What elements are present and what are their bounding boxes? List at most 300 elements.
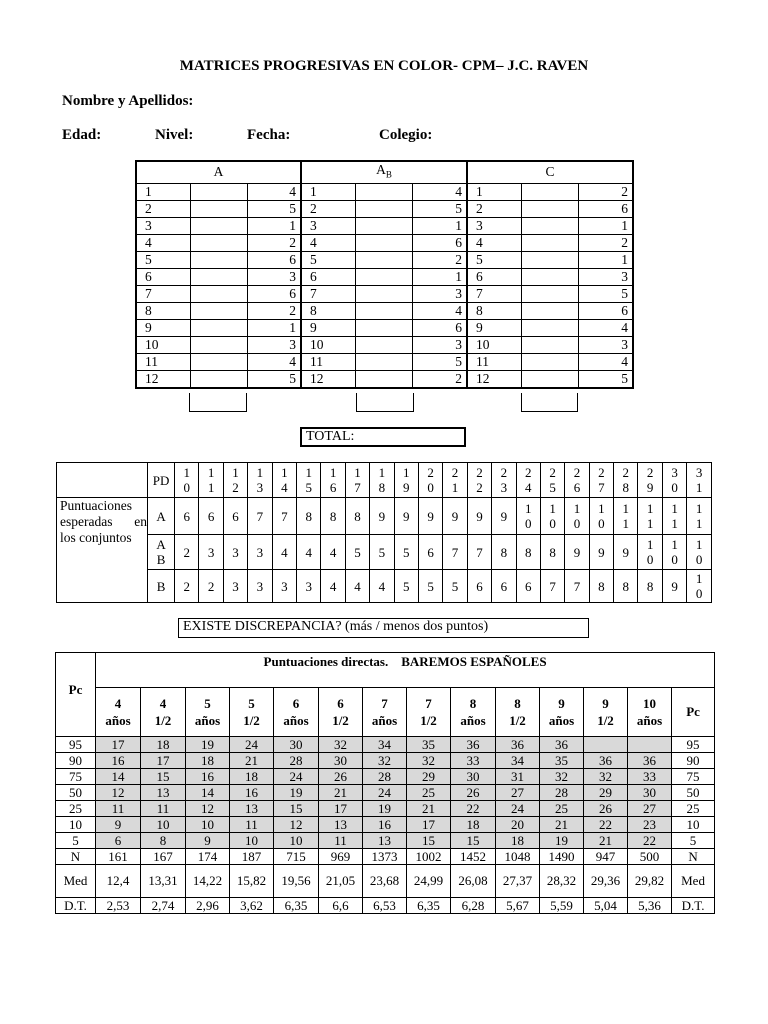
baremo-value: 23,68: [363, 865, 407, 898]
page-title: MATRICES PROGRESIVAS EN COLOR- CPM– J.C. RAVEN: [179, 58, 589, 74]
answer-input-cell[interactable]: [190, 183, 247, 200]
expected-value: [492, 570, 516, 603]
answer-input-cell[interactable]: [521, 370, 578, 388]
expected-value: [223, 570, 247, 603]
cell-text: 8: [622, 578, 630, 594]
total-box[interactable]: TOTAL:: [300, 427, 466, 447]
item-number: 12: [136, 370, 190, 388]
answer-input-cell[interactable]: [190, 234, 247, 251]
baremo-value: 9: [186, 833, 230, 849]
cell-text: 2: [549, 465, 556, 480]
cell-text: 0: [671, 552, 678, 567]
baremo-value: 5,59: [540, 898, 584, 914]
expected-value: [443, 570, 467, 603]
baremo-value: 30: [628, 785, 672, 801]
baremo-value: 715: [274, 849, 319, 865]
answer-input-cell[interactable]: [521, 200, 578, 217]
answer-input-cell[interactable]: [521, 302, 578, 319]
correct-answer: 1: [412, 217, 467, 234]
cell-text: 3: [256, 578, 264, 594]
correct-answer: 5: [247, 370, 301, 388]
cell-text: 9: [451, 508, 459, 524]
cell-text: 1: [183, 465, 190, 480]
correct-answer: 3: [247, 268, 301, 285]
baremos-header-row: [56, 653, 715, 688]
baremo-value: 30: [451, 769, 496, 785]
expected-value: [321, 535, 345, 570]
cell-text: 6: [232, 508, 239, 524]
pd-value: [467, 463, 491, 498]
answer-key-row: [136, 268, 633, 285]
expected-value: [565, 570, 589, 603]
expected-value: [297, 535, 321, 570]
baremo-value: 30: [274, 737, 319, 753]
pc-value-right: 75: [672, 769, 715, 785]
answer-input-cell[interactable]: [190, 268, 247, 285]
baremo-value: 6,35: [274, 898, 319, 914]
cell-text: 2: [232, 480, 239, 495]
item-number: 6: [301, 268, 355, 285]
baremos-row: [56, 817, 715, 833]
baremo-value: 18: [141, 737, 186, 753]
cell-text: 5: [403, 578, 410, 594]
baremo-value: 28: [274, 753, 319, 769]
expected-value: [370, 535, 394, 570]
cell-text: 7: [476, 544, 483, 560]
cell-text: 0: [695, 586, 703, 601]
baremo-value: 18: [496, 833, 540, 849]
age-header: [274, 688, 319, 737]
baremo-value: 1002: [407, 849, 451, 865]
cell-text: 9: [598, 544, 605, 560]
cell-text: 5: [204, 696, 211, 711]
expected-value: [589, 498, 613, 535]
expected-value: [370, 498, 394, 535]
item-number: 1: [136, 183, 190, 200]
cell-text: 7: [549, 578, 556, 594]
cell-text: 3: [305, 578, 312, 594]
answer-key-table: [135, 160, 634, 389]
baremo-value: 500: [628, 849, 672, 865]
baremo-value: 12: [186, 801, 230, 817]
baremo-value: 21: [584, 833, 628, 849]
item-number: 3: [467, 217, 521, 234]
correct-answer: 6: [578, 200, 633, 217]
pd-value: [565, 463, 589, 498]
answer-input-cell[interactable]: [521, 285, 578, 302]
answer-key-row: [136, 302, 633, 319]
cell-text: 7: [256, 508, 264, 524]
baremo-value: 10: [186, 817, 230, 833]
cell-text: 5: [354, 544, 361, 560]
cell-text: años: [283, 713, 309, 728]
cell-text: 8: [378, 480, 386, 495]
baremo-value: 21: [407, 801, 451, 817]
answer-input-cell[interactable]: [190, 353, 247, 370]
cell-text: 1: [671, 516, 678, 531]
expected-value: [223, 498, 247, 535]
answer-input-cell[interactable]: [521, 268, 578, 285]
baremo-value: 13: [363, 833, 407, 849]
item-number: 12: [301, 370, 355, 388]
baremos-row: [56, 801, 715, 817]
baremo-value: 18: [451, 817, 496, 833]
answer-input-cell[interactable]: [355, 217, 412, 234]
cell-text: 9: [646, 480, 654, 495]
cell-text: 2: [646, 465, 654, 480]
cell-text: 2: [500, 465, 508, 480]
cell-text: años: [636, 713, 663, 728]
expected-value: [443, 535, 467, 570]
item-number: 2: [301, 200, 355, 217]
expected-value: [272, 570, 296, 603]
correct-answer: 2: [412, 251, 467, 268]
baremo-value: 34: [363, 737, 407, 753]
expected-value: [662, 570, 686, 603]
baremo-value: 5,67: [496, 898, 540, 914]
baremo-value: 17: [319, 801, 363, 817]
answer-input-cell[interactable]: [355, 234, 412, 251]
expected-value: [418, 498, 442, 535]
cell-text: 5: [427, 578, 434, 594]
cell-text: 5: [549, 480, 556, 495]
expected-value: [297, 570, 321, 603]
answer-input-cell[interactable]: [355, 353, 412, 370]
cell-text: 5: [305, 480, 312, 495]
sum-box-a[interactable]: [189, 393, 247, 412]
expected-value: [687, 535, 712, 570]
expected-value: [687, 498, 712, 535]
baremo-value: 3,62: [230, 898, 274, 914]
answer-key-row: [136, 370, 633, 388]
fecha-label: Fecha:: [247, 127, 291, 143]
item-number: 3: [301, 217, 355, 234]
baremo-value: 36: [540, 737, 584, 753]
cell-text: 2: [476, 480, 483, 495]
baremo-value: 1490: [540, 849, 584, 865]
cell-text: 4: [281, 480, 288, 495]
baremos-row: [56, 737, 715, 753]
baremo-value: 5,36: [628, 898, 672, 914]
correct-answer: 3: [578, 268, 633, 285]
set-a-header: A: [136, 161, 301, 183]
baremo-value: 14,22: [186, 865, 230, 898]
cell-text: 3: [256, 480, 264, 495]
age-header: [141, 688, 186, 737]
answer-input-cell[interactable]: [190, 336, 247, 353]
baremo-value: 32: [319, 737, 363, 753]
cell-text: 3: [500, 480, 508, 495]
baremo-value: 32: [540, 769, 584, 785]
expected-value: [418, 570, 442, 603]
baremo-value: 10: [274, 833, 319, 849]
expected-value: [467, 535, 491, 570]
baremo-value: 31: [496, 769, 540, 785]
expected-value: [248, 498, 272, 535]
cell-text: 0: [427, 480, 434, 495]
baremo-value: 27,37: [496, 865, 540, 898]
cell-text: 4: [378, 578, 386, 594]
expected-value: [565, 498, 589, 535]
cell-text: 9: [427, 508, 434, 524]
pd-value: [248, 463, 272, 498]
pd-value: [492, 463, 516, 498]
baremo-value: 1373: [363, 849, 407, 865]
answer-input-cell[interactable]: [521, 319, 578, 336]
cell-text: 1: [622, 501, 630, 516]
cell-text: 6: [337, 696, 344, 711]
set-ab-header: $A_B$: [301, 161, 467, 183]
cell-text: 1: [598, 501, 605, 516]
answer-input-cell[interactable]: [190, 200, 247, 217]
expected-value: [199, 498, 223, 535]
cell-text: 2: [598, 465, 605, 480]
baremo-value: 15: [451, 833, 496, 849]
answer-input-cell[interactable]: [521, 251, 578, 268]
answer-input-cell[interactable]: [190, 251, 247, 268]
cell-text: 2: [622, 465, 630, 480]
pd-label: PD: [148, 463, 175, 498]
baremo-value: 12: [274, 817, 319, 833]
baremo-value: 26: [319, 769, 363, 785]
answer-input-cell[interactable]: [190, 285, 247, 302]
answer-input-cell[interactable]: [521, 183, 578, 200]
cell-text: 6: [573, 480, 581, 495]
answer-key-row: [136, 285, 633, 302]
baremo-value: 187: [230, 849, 274, 865]
cell-text: 1: [256, 465, 264, 480]
discrepancy-box[interactable]: EXISTE DISCREPANCIA? (más / menos dos puntos): [178, 618, 589, 638]
expected-value: [638, 570, 662, 603]
baremo-value: 17: [407, 817, 451, 833]
cell-text: 3: [695, 465, 703, 480]
baremos-row: [56, 785, 715, 801]
cell-text: 6: [500, 578, 508, 594]
answer-input-cell[interactable]: [190, 217, 247, 234]
cell-text: 0: [183, 480, 190, 495]
sum-box-c[interactable]: [521, 393, 578, 412]
answer-input-cell[interactable]: [521, 217, 578, 234]
answer-input-cell[interactable]: [355, 183, 412, 200]
cell-text: 8: [354, 508, 361, 524]
age-header: [584, 688, 628, 737]
age-header: [96, 688, 141, 737]
baremo-value: 12,4: [96, 865, 141, 898]
age-header: [363, 688, 407, 737]
cell-text: 5: [451, 578, 459, 594]
cell-text: 1: [354, 465, 361, 480]
cell-text: 1: [695, 480, 703, 495]
baremo-value: 32: [407, 753, 451, 769]
cell-text: 4: [329, 578, 337, 594]
cell-text: 7: [281, 508, 288, 524]
baremo-value: 11: [96, 801, 141, 817]
cell-text: 7: [598, 480, 605, 495]
expected-value: [565, 535, 589, 570]
baremo-value: 161: [96, 849, 141, 865]
item-number: 5: [136, 251, 190, 268]
cell-text: 4: [524, 480, 532, 495]
pc-header-right: Pc: [672, 688, 715, 737]
answer-input-cell[interactable]: [355, 370, 412, 388]
age-header: [540, 688, 584, 737]
item-number: 10: [301, 336, 355, 353]
set-c-header: C: [467, 161, 633, 183]
answer-input-cell[interactable]: [521, 353, 578, 370]
cell-text: 9: [622, 544, 630, 560]
expected-value: [345, 498, 369, 535]
age-header: [496, 688, 540, 737]
baremo-value: 6,6: [319, 898, 363, 914]
pd-value: [614, 463, 638, 498]
baremo-value: 11: [141, 801, 186, 817]
cell-text: 7: [354, 480, 361, 495]
cell-text: 3: [207, 544, 215, 560]
expected-value: [614, 535, 638, 570]
cell-text: 6: [183, 508, 190, 524]
baremos-title: Puntuaciones directas. BAREMOS ESPAÑOLES: [96, 653, 715, 688]
answer-key-row: [136, 200, 633, 217]
cell-text: 8: [305, 508, 312, 524]
pc-value: 95: [56, 737, 96, 753]
correct-answer: 5: [578, 285, 633, 302]
cell-text: A: [156, 508, 166, 524]
answer-input-cell[interactable]: [355, 319, 412, 336]
baremo-value: 15: [274, 801, 319, 817]
item-number: 1: [467, 183, 521, 200]
item-number: 7: [467, 285, 521, 302]
baremo-value: 28,32: [540, 865, 584, 898]
item-number: 11: [467, 353, 521, 370]
answer-key-row: [136, 234, 633, 251]
answer-input-cell[interactable]: [355, 285, 412, 302]
pc-value: 5: [56, 833, 96, 849]
answer-input-cell[interactable]: [355, 336, 412, 353]
item-number: 2: [136, 200, 190, 217]
baremo-value: 1452: [451, 849, 496, 865]
expected-value: [443, 498, 467, 535]
baremo-value: 5,04: [584, 898, 628, 914]
pc-value: 25: [56, 801, 96, 817]
pc-header: Pc: [56, 653, 96, 737]
baremo-value: 21: [319, 785, 363, 801]
cell-text: 1: [646, 501, 654, 516]
baremo-value: 29,82: [628, 865, 672, 898]
answer-input-cell[interactable]: [190, 319, 247, 336]
correct-answer: 4: [578, 353, 633, 370]
cell-text: años: [371, 713, 398, 728]
cell-text: 10: [643, 696, 656, 711]
baremo-value: 14: [96, 769, 141, 785]
item-number: 7: [136, 285, 190, 302]
cell-text: 0: [549, 516, 556, 531]
pd-value: [540, 463, 564, 498]
answer-input-cell[interactable]: [355, 268, 412, 285]
expected-value: [272, 535, 296, 570]
baremo-value: 30: [319, 753, 363, 769]
pd-value: [394, 463, 418, 498]
cell-text: 3: [671, 465, 678, 480]
cell-text: 3: [232, 578, 239, 594]
cell-text: 1/2: [509, 713, 526, 728]
answer-input-cell[interactable]: [521, 336, 578, 353]
cell-text: B: [156, 552, 166, 567]
item-number: 4: [136, 234, 190, 251]
baremo-value: 35: [407, 737, 451, 753]
cell-text: 5: [378, 544, 386, 560]
cell-text: 8: [469, 696, 477, 711]
correct-answer: 4: [247, 183, 301, 200]
correct-answer: 5: [247, 200, 301, 217]
baremo-value: 21: [230, 753, 274, 769]
baremo-value: 2,53: [96, 898, 141, 914]
baremo-value: 35: [540, 753, 584, 769]
cell-text: 4: [305, 544, 312, 560]
cell-text: 7: [381, 696, 388, 711]
cell-text: 4: [159, 696, 167, 711]
cell-text: 7: [425, 696, 432, 711]
cell-text: 0: [671, 480, 678, 495]
cell-text: 2: [573, 465, 581, 480]
sum-box-ab[interactable]: [356, 393, 414, 412]
cell-text: 1: [671, 501, 678, 516]
cell-text: 9: [476, 508, 483, 524]
cell-text: 8: [329, 508, 337, 524]
baremo-value: 29: [407, 769, 451, 785]
baremo-value: 10: [230, 833, 274, 849]
answer-input-cell[interactable]: [521, 234, 578, 251]
baremos-row: [56, 753, 715, 769]
expected-value: [540, 498, 564, 535]
answer-input-cell[interactable]: [355, 251, 412, 268]
answer-input-cell[interactable]: [355, 200, 412, 217]
answer-input-cell[interactable]: [190, 302, 247, 319]
cell-text: 9: [500, 508, 508, 524]
cell-text: 1: [281, 465, 288, 480]
baremo-value: 27: [628, 801, 672, 817]
baremo-value: 19: [540, 833, 584, 849]
expected-value: [516, 570, 540, 603]
pc-value-right: 50: [672, 785, 715, 801]
correct-answer: 6: [247, 285, 301, 302]
baremo-value: 15,82: [230, 865, 274, 898]
item-number: 5: [301, 251, 355, 268]
expected-value: [516, 498, 540, 535]
expected-value: [638, 535, 662, 570]
baremos-row: [56, 849, 715, 865]
cell-text: 6: [427, 544, 434, 560]
pd-value: [443, 463, 467, 498]
cell-text: 1: [329, 465, 337, 480]
answer-input-cell[interactable]: [355, 302, 412, 319]
cell-text: 4: [114, 696, 122, 711]
correct-answer: 1: [247, 319, 301, 336]
expected-value: [540, 535, 564, 570]
baremo-value: 11: [319, 833, 363, 849]
baremo-value: 8: [141, 833, 186, 849]
baremo-value: 28: [540, 785, 584, 801]
correct-answer: 1: [578, 217, 633, 234]
answer-input-cell[interactable]: [190, 370, 247, 388]
baremo-value: 947: [584, 849, 628, 865]
cell-text: 6: [207, 508, 215, 524]
cell-text: 1: [207, 465, 215, 480]
correct-answer: 1: [412, 268, 467, 285]
pc-value-right: 10: [672, 817, 715, 833]
cell-text: 3: [256, 544, 264, 560]
cell-text: 4: [329, 544, 337, 560]
answer-key-row: [136, 251, 633, 268]
